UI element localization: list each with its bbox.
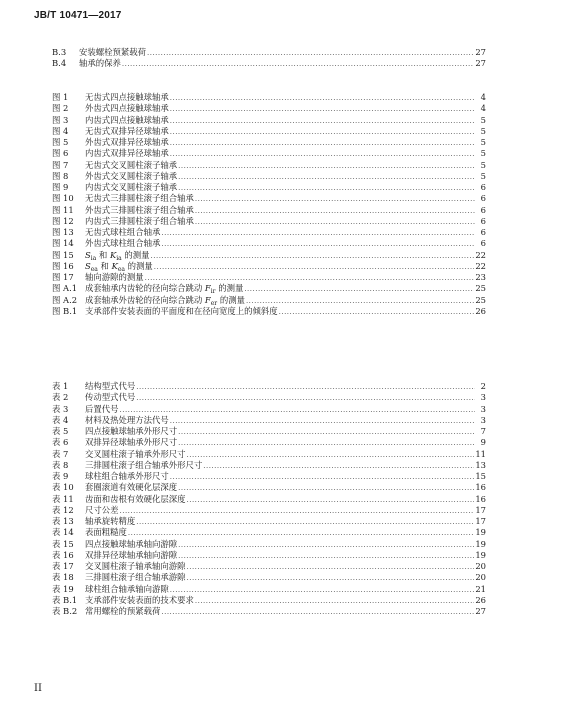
figure-entry — [52, 250, 486, 261]
dot-leader — [170, 93, 475, 104]
entry-title — [85, 148, 169, 159]
entry-title-text: 常用螺栓的预紧载荷 — [85, 606, 161, 616]
dot-leader — [178, 551, 474, 562]
dot-leader — [178, 183, 475, 194]
entry-page-number: 4 — [480, 92, 486, 102]
dot-leader — [195, 596, 474, 607]
entry-label: 表 1 — [52, 381, 69, 391]
entry-title — [85, 606, 160, 617]
dot-leader — [178, 438, 475, 449]
entry-page-number: 19 — [475, 549, 486, 560]
entry-title-text: 轴承的保养 — [79, 58, 121, 69]
entry-label: 表 4 — [52, 414, 69, 425]
entry-label: 图 A.1 — [52, 283, 78, 294]
figure-entry — [52, 115, 486, 126]
entry-label: 图 11 — [52, 204, 74, 215]
entry-page-number: 25 — [475, 283, 486, 294]
table-entry — [52, 482, 486, 493]
figure-entry — [52, 238, 486, 249]
entry-label: 图 4 — [52, 125, 69, 136]
table-entry — [52, 437, 486, 448]
figure-entry — [52, 92, 486, 103]
figure-entry — [52, 216, 486, 227]
entry-title-text: 外齿式四点接触球轴承 — [85, 103, 169, 114]
entry-label: 图 15 — [52, 249, 74, 260]
entry-title-text: 支承部件安装表面的平面度和在径向宽度上的倾斜度 — [85, 305, 278, 316]
entry-page-number: 6 — [480, 182, 486, 192]
dot-leader — [147, 48, 474, 59]
entry-label: 表 11 — [52, 493, 74, 504]
entry-title-text: 无齿式双排异径球轴承 — [85, 125, 169, 136]
table-entry — [52, 505, 486, 516]
symbol-subscript: er — [210, 299, 218, 307]
entry-title — [85, 527, 127, 538]
entry-title-text: 外齿式交叉圆柱滚子轴承 — [85, 170, 178, 181]
dot-leader — [170, 116, 475, 127]
dot-leader — [203, 461, 474, 472]
entry-page-number: 21 — [475, 583, 486, 594]
entry-title — [85, 238, 160, 249]
figure-entry — [52, 126, 486, 137]
appendix-entry — [52, 47, 486, 58]
entry-title-text: 齿面和齿根有效硬化层深度 — [85, 493, 186, 504]
entry-title — [85, 160, 177, 171]
dot-leader — [151, 251, 475, 262]
entry-title-text: 外齿式三排圆柱滚子组合轴承 — [85, 204, 194, 215]
entry-title — [85, 584, 169, 595]
symbol-subscript: ir — [210, 288, 216, 296]
entry-page-number: 3 — [480, 403, 486, 414]
entry-page-number: 6 — [480, 215, 486, 226]
entry-page-number: 5 — [480, 137, 486, 147]
entry-title — [85, 182, 177, 193]
entry-page-number: 20 — [475, 572, 486, 583]
entry-page-number: 9 — [480, 437, 486, 448]
dot-leader — [170, 416, 475, 427]
table-list-section — [52, 381, 486, 617]
entry-page-number: 23 — [475, 272, 486, 282]
entry-title-text: 支承部件安装表面的技术要求 — [85, 594, 194, 605]
entry-label: 表 16 — [52, 549, 74, 560]
symbol-subscript: ia — [90, 254, 97, 262]
figure-list-section — [52, 92, 486, 317]
entry-page-number: 17 — [475, 516, 486, 526]
table-entry — [52, 404, 486, 415]
entry-title-text: 内齿式四点接触球轴承 — [85, 114, 169, 125]
entry-title — [85, 494, 186, 505]
table-entry — [52, 561, 486, 572]
entry-page-number: 11 — [475, 448, 486, 459]
entry-label: 图 B.1 — [52, 305, 78, 316]
entry-label: 表 2 — [52, 392, 69, 403]
table-entry — [52, 516, 486, 527]
table-entry — [52, 550, 486, 561]
dot-leader — [120, 405, 476, 416]
entry-title — [85, 539, 177, 550]
dot-leader — [178, 427, 475, 438]
figure-entry — [52, 148, 486, 159]
dot-leader — [244, 284, 474, 295]
entry-title-text: 传动型式代号 — [85, 392, 136, 403]
dot-leader — [170, 149, 475, 160]
entry-label: 图 17 — [52, 272, 74, 282]
entry-title-text: 轴承旋转精度 — [85, 516, 136, 526]
table-entry — [52, 460, 486, 471]
entry-title — [85, 437, 177, 448]
dot-leader — [187, 573, 475, 584]
entry-title — [85, 426, 177, 437]
entry-page-number: 15 — [475, 471, 486, 481]
entry-page-number: 6 — [480, 238, 486, 249]
appendix-toc-section — [52, 47, 486, 70]
entry-label: 表 13 — [52, 516, 74, 526]
table-entry — [52, 392, 486, 403]
entry-title — [85, 471, 169, 482]
entry-title-text: 无齿式球柱组合轴承 — [85, 227, 161, 237]
entry-title-text: 内齿式三排圆柱滚子组合轴承 — [85, 215, 194, 226]
entry-title-text: 和 — [97, 260, 112, 271]
entry-title-text: 安装螺栓预紧载荷 — [79, 47, 146, 57]
figure-entry — [52, 205, 486, 216]
entry-page-number: 4 — [480, 103, 486, 114]
table-entry — [52, 539, 486, 550]
dot-leader — [187, 450, 475, 461]
dot-leader — [154, 262, 475, 273]
entry-title — [85, 193, 194, 204]
entry-label: 表 10 — [52, 482, 74, 493]
entry-label: 图 7 — [52, 159, 69, 170]
entry-title-text: 无齿式交叉圆柱滚子轴承 — [85, 159, 178, 170]
entry-title-text: 的测量 — [215, 283, 244, 294]
entry-label: 表 6 — [52, 437, 69, 448]
entry-title — [85, 404, 119, 415]
entry-title-text: 的测量 — [125, 260, 153, 271]
table-entry — [52, 471, 486, 482]
entry-title-text: 四点接触球轴承轴向游隙 — [85, 538, 178, 549]
figure-entry — [52, 182, 486, 193]
figure-entry — [52, 193, 486, 204]
entry-page-number: 27 — [475, 58, 486, 69]
entry-title — [85, 381, 135, 392]
entry-title — [79, 47, 146, 58]
entry-title-text: 无齿式四点接触球轴承 — [85, 92, 169, 102]
entry-title-text: 的测量 — [217, 294, 245, 305]
entry-label: 图 6 — [52, 148, 69, 159]
entry-label: 图 14 — [52, 238, 74, 249]
dot-leader — [170, 472, 475, 483]
dot-leader — [122, 59, 474, 70]
dot-leader — [136, 393, 475, 404]
entry-title — [85, 92, 169, 103]
entry-label: 表 B.2 — [52, 606, 78, 616]
entry-label: 表 8 — [52, 459, 69, 470]
dot-leader — [170, 104, 475, 115]
dot-leader — [178, 483, 474, 494]
dot-leader — [136, 382, 475, 393]
entry-title-text: 外齿式双排异径球轴承 — [85, 137, 169, 147]
entry-title-text: 内齿式双排异径球轴承 — [85, 148, 169, 159]
page-number-footer: II — [34, 683, 42, 694]
entry-label: 图 1 — [52, 92, 69, 102]
dot-leader — [178, 172, 475, 183]
entry-title-text: 球柱组合轴承轴向游隙 — [85, 583, 169, 594]
entry-title — [85, 392, 135, 403]
entry-page-number: 16 — [475, 482, 486, 493]
entry-page-number: 16 — [475, 493, 486, 504]
entry-page-number: 6 — [480, 227, 486, 237]
figure-entry — [52, 137, 486, 148]
entry-title — [85, 561, 186, 572]
entry-title-text: 交叉圆柱滚子轴承外形尺寸 — [85, 448, 186, 459]
table-entry — [52, 415, 486, 426]
entry-page-number: 27 — [475, 47, 486, 57]
entry-page-number: 6 — [480, 204, 486, 215]
entry-title — [85, 516, 135, 527]
entry-label: 图 13 — [52, 227, 74, 237]
dot-leader — [246, 296, 474, 307]
entry-label: B.3 — [52, 47, 67, 57]
entry-title-text: 结构型式代号 — [85, 381, 136, 391]
entry-label: 图 2 — [52, 103, 69, 114]
dot-leader — [161, 607, 474, 618]
entry-label: 表 19 — [52, 583, 74, 594]
figure-entry — [52, 227, 486, 238]
symbol-subscript: ea — [90, 265, 98, 273]
entry-label: 表 3 — [52, 403, 69, 414]
symbol: F — [204, 283, 211, 294]
entry-title-text: 四点接触球轴承外形尺寸 — [85, 426, 178, 436]
entry-title — [85, 272, 144, 283]
figure-entry — [52, 261, 486, 272]
dot-leader — [170, 138, 475, 149]
dot-leader — [187, 495, 475, 506]
entry-page-number: 17 — [475, 504, 486, 515]
entry-title — [85, 227, 160, 238]
entry-title — [85, 449, 186, 460]
symbol-subscript: ea — [117, 265, 125, 273]
entry-title-text: 轴向游隙的测量 — [85, 272, 144, 282]
entry-title — [85, 505, 119, 516]
entry-title — [85, 137, 169, 148]
dot-leader — [195, 194, 475, 205]
table-entry — [52, 595, 486, 606]
symbol: F — [204, 294, 211, 305]
appendix-entry — [52, 58, 486, 69]
dot-leader — [279, 307, 475, 318]
entry-title-text: 内齿式交叉圆柱滚子轴承 — [85, 182, 178, 192]
entry-label: 表 17 — [52, 561, 74, 571]
entry-page-number: 26 — [475, 594, 486, 605]
entry-title-text: 球柱组合轴承外形尺寸 — [85, 471, 169, 481]
entry-title-text: 外齿式球柱组合轴承 — [85, 238, 161, 249]
entry-page-number: 2 — [480, 381, 486, 391]
entry-title — [85, 171, 177, 182]
entry-page-number: 22 — [475, 249, 486, 260]
entry-page-number: 20 — [475, 561, 486, 571]
entry-title-text: 后置代号 — [85, 403, 119, 414]
dot-leader — [178, 540, 474, 551]
dot-leader — [161, 239, 475, 250]
entry-title — [85, 216, 194, 227]
dot-leader — [170, 127, 475, 138]
symbol: K — [111, 260, 118, 271]
entry-title-text: 的测量 — [121, 249, 150, 260]
entry-title-text: 无齿式三排圆柱滚子组合轴承 — [85, 193, 194, 204]
dot-leader — [128, 528, 474, 539]
entry-page-number: 5 — [480, 114, 486, 125]
entry-title-text: 三排圆柱滚子组合轴承外形尺寸 — [85, 459, 203, 470]
entry-label: B.4 — [52, 58, 67, 69]
entry-title — [85, 595, 194, 606]
entry-title-text: 和 — [96, 249, 110, 260]
entry-page-number: 27 — [475, 606, 486, 616]
entry-label: 表 9 — [52, 471, 69, 481]
entry-label: 图 5 — [52, 137, 69, 147]
entry-label: 表 7 — [52, 448, 69, 459]
entry-title-text: 三排圆柱滚子组合轴承游隙 — [85, 572, 186, 583]
dot-leader — [195, 206, 475, 217]
dot-leader — [136, 517, 474, 528]
table-entry — [52, 426, 486, 437]
table-entry — [52, 572, 486, 583]
entry-label: 表 B.1 — [52, 594, 78, 605]
entry-page-number: 7 — [480, 426, 486, 436]
entry-title-text: 材料及热处理方法代号 — [85, 414, 169, 425]
symbol-subscript: ia — [116, 254, 122, 262]
entry-label: 图 A.2 — [52, 294, 78, 305]
entry-label: 图 16 — [52, 260, 74, 271]
entry-label: 图 3 — [52, 114, 69, 125]
entry-title — [85, 415, 169, 426]
dot-leader — [170, 585, 475, 596]
dot-leader — [178, 161, 475, 172]
figure-entry — [52, 272, 486, 283]
symbol: S — [85, 260, 91, 271]
entry-title — [85, 205, 194, 216]
entry-title — [85, 126, 169, 137]
dot-leader — [161, 228, 475, 239]
table-entry — [52, 606, 486, 617]
entry-page-number: 6 — [480, 193, 486, 204]
entry-label: 表 12 — [52, 504, 74, 515]
table-entry — [52, 381, 486, 392]
symbol: K — [109, 249, 117, 260]
entry-page-number: 5 — [480, 170, 486, 181]
entry-page-number: 5 — [480, 159, 486, 170]
symbol: S — [85, 249, 91, 260]
table-entry — [52, 494, 486, 505]
entry-label: 表 5 — [52, 426, 69, 436]
entry-label: 表 14 — [52, 527, 74, 538]
entry-label: 图 8 — [52, 170, 69, 181]
figure-entry — [52, 171, 486, 182]
figure-entry — [52, 295, 486, 306]
entry-title — [85, 572, 186, 583]
entry-page-number: 3 — [480, 392, 486, 403]
dot-leader — [195, 217, 475, 228]
entry-label: 表 18 — [52, 572, 74, 583]
entry-title — [85, 482, 177, 493]
entry-label: 表 15 — [52, 538, 74, 549]
figure-entry — [52, 160, 486, 171]
entry-page-number: 22 — [475, 260, 486, 271]
table-entry — [52, 449, 486, 460]
entry-title-text: 套圈滚道有效硬化层深度 — [85, 482, 178, 493]
table-entry — [52, 584, 486, 595]
entry-title — [85, 550, 177, 561]
document-code-header: JB/T 10471—2017 — [34, 10, 122, 21]
entry-title — [79, 58, 121, 69]
figure-entry — [52, 283, 486, 294]
entry-page-number: 25 — [475, 294, 486, 305]
entry-page-number: 13 — [475, 459, 486, 470]
entry-title — [85, 460, 202, 471]
entry-page-number: 3 — [480, 414, 486, 425]
entry-title — [85, 103, 169, 114]
entry-page-number: 19 — [475, 527, 486, 538]
entry-title-text: 尺寸公差 — [85, 504, 119, 515]
table-entry — [52, 527, 486, 538]
entry-label: 图 12 — [52, 215, 74, 226]
entry-label: 图 10 — [52, 193, 74, 204]
entry-title-text: 成套轴承内齿轮的径向综合跳动 — [85, 283, 205, 294]
dot-leader — [187, 562, 475, 573]
dot-leader — [120, 506, 475, 517]
entry-title-text: 交叉圆柱滚子轴承轴向游隙 — [85, 561, 186, 571]
entry-label: 图 9 — [52, 182, 69, 192]
entry-page-number: 26 — [475, 305, 486, 316]
entry-title-text: 成套轴承外齿轮的径向综合跳动 — [85, 294, 205, 305]
figure-entry — [52, 306, 486, 317]
entry-title — [85, 306, 278, 317]
entry-title-text: 双排异径球轴承外形尺寸 — [85, 437, 178, 448]
entry-title-text: 表面粗糙度 — [85, 527, 127, 538]
entry-title — [85, 115, 169, 126]
entry-page-number: 19 — [475, 538, 486, 549]
entry-title-text: 双排异径球轴承轴向游隙 — [85, 549, 178, 560]
figure-entry — [52, 103, 486, 114]
entry-page-number: 5 — [480, 148, 486, 159]
entry-page-number: 5 — [480, 125, 486, 136]
